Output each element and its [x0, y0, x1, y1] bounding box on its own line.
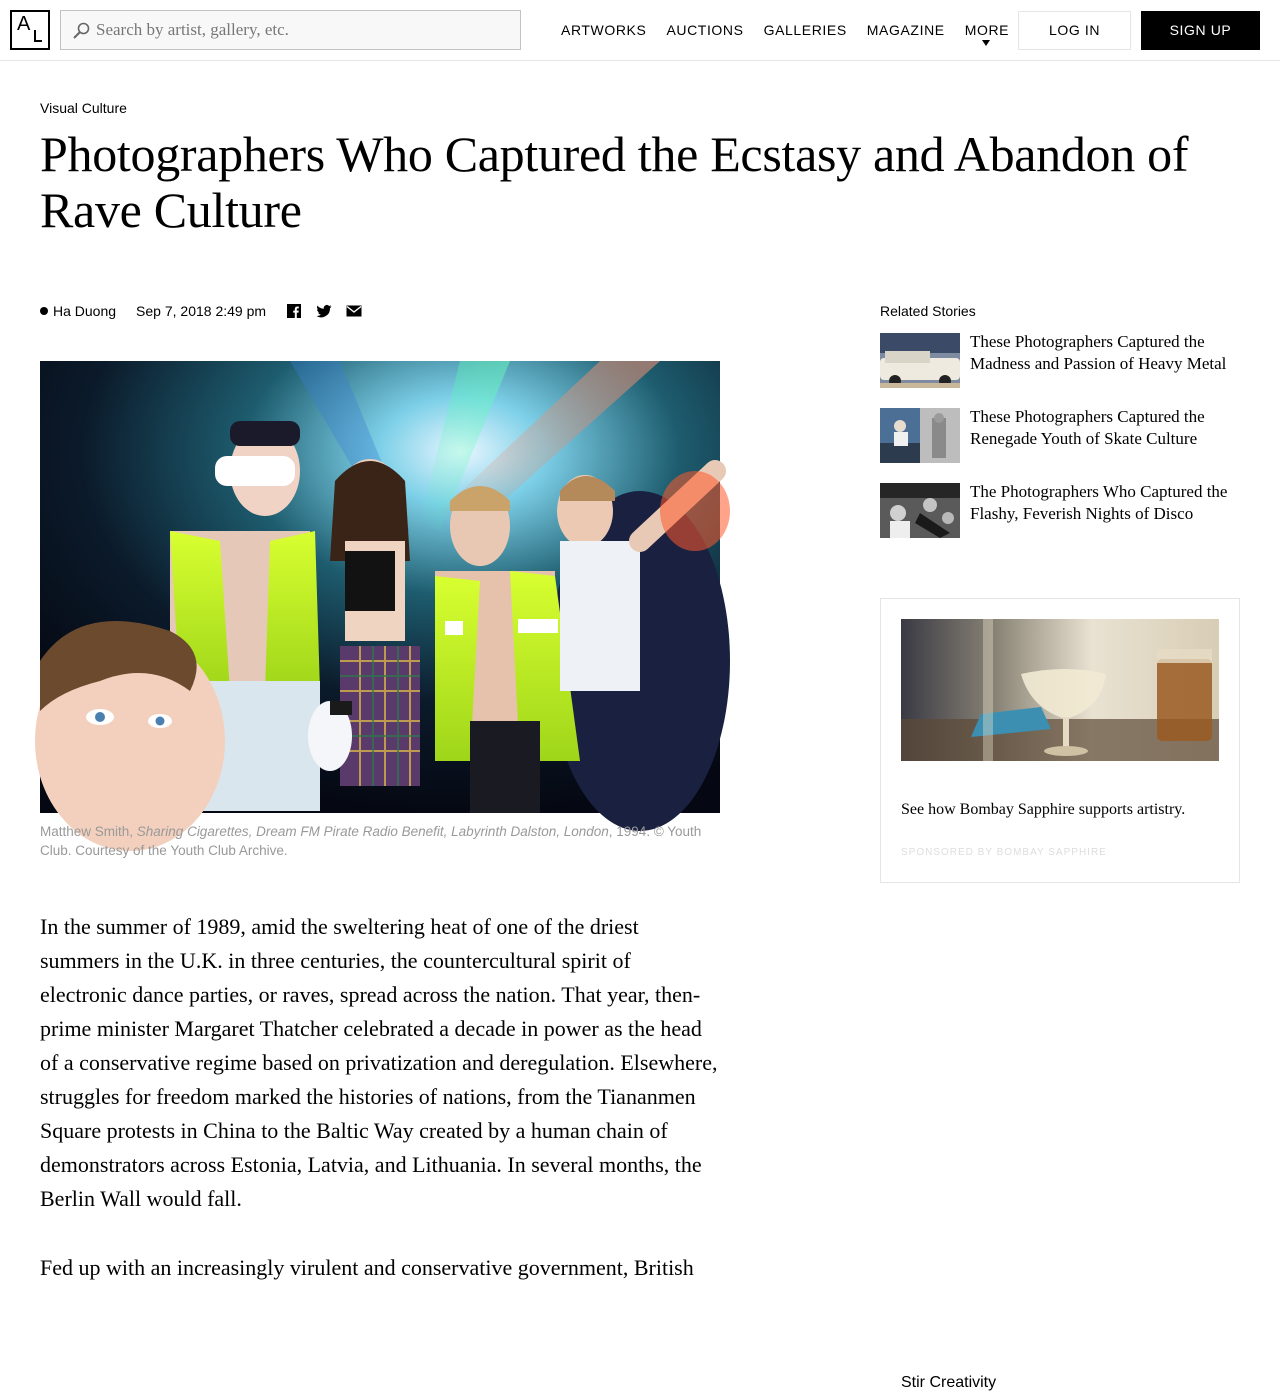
- signup-button[interactable]: SIGN UP: [1141, 11, 1260, 50]
- related-story-title: These Photographers Captured the Renegade Youth of Skate Culture: [970, 407, 1205, 448]
- ad-title: Stir Creativity: [901, 1374, 997, 1391]
- article-paragraph: Fed up with an increasingly virulent and conservative government, British: [40, 1255, 694, 1280]
- login-button[interactable]: LOG IN: [1018, 11, 1131, 50]
- related-story-title: The Photographers Who Captured the Flashy, Feverish Nights of Disco: [970, 482, 1228, 523]
- byline: [40, 300, 362, 322]
- search-icon: [71, 21, 91, 41]
- main-nav: [561, 0, 1029, 60]
- nav-artworks[interactable]: ARTWORKS: [561, 22, 647, 38]
- related-stories-heading: Related Stories: [880, 303, 976, 319]
- twitter-icon[interactable]: [316, 303, 332, 319]
- hero-photo: [40, 361, 720, 813]
- nav-auctions[interactable]: AUCTIONS: [666, 22, 744, 38]
- related-story-thumbnail: [880, 483, 960, 538]
- caption-artist: Matthew Smith,: [40, 824, 137, 839]
- search-box: [60, 10, 521, 50]
- logo-letter: A: [17, 13, 31, 35]
- author-dot: [40, 307, 48, 315]
- top-navigation-bar: [0, 0, 1280, 61]
- publish-date: Sep 7, 2018 2:49 pm: [136, 303, 267, 319]
- nav-galleries[interactable]: GALLERIES: [763, 22, 847, 38]
- related-stories-list: [880, 333, 1240, 558]
- logo-mark: [34, 30, 42, 42]
- related-story-thumbnail: [880, 333, 960, 388]
- related-story[interactable]: [880, 333, 1240, 388]
- search-input[interactable]: [96, 11, 516, 49]
- related-story[interactable]: [880, 483, 1240, 538]
- share-icons: [286, 303, 362, 319]
- email-icon[interactable]: [346, 303, 362, 319]
- ad-sponsor-label: SPONSORED BY BOMBAY SAPPHIRE: [901, 847, 1107, 858]
- article-body: [40, 910, 720, 1320]
- article-paragraph: In the summer of 1989, amid the sweltering heat of one of the driest summers in the U.K. in three centuries, the countercultural spirit of electronic dance parties, or raves, spread across the nation. That year, then-prime minister Margaret Thatcher celebrated a decade in power as the head of a conservative regime based on privatization and deregulation. Elsewhere, struggles for freedom marked the histories of nations, from the Tiananmen Square protests in China to the Baltic Way created by a human chain of demonstrators across Estonia, Latvia, and Lithuania. In several months, the Berlin Wall would fall.: [40, 914, 718, 1211]
- ad-description: See how Bombay Sapphire supports artistry.: [901, 801, 1186, 818]
- artsy-logo[interactable]: [10, 10, 50, 50]
- rave-photo-illustration: [40, 361, 720, 813]
- photo-caption: [40, 822, 720, 860]
- caption-credit: , 1994. © Youth Club. Courtesy of the Youth Club Archive.: [40, 824, 702, 858]
- article-title: Photographers Who Captured the Ecstasy and Abandon of Rave Culture: [40, 126, 1189, 238]
- related-story[interactable]: [880, 408, 1240, 463]
- sponsored-ad-card[interactable]: [880, 598, 1240, 1391]
- ad-image: [901, 619, 1219, 761]
- author-name[interactable]: Ha Duong: [53, 303, 117, 319]
- nav-more-label: MORE: [964, 22, 1010, 38]
- nav-more[interactable]: [965, 0, 1009, 60]
- nav-magazine[interactable]: MAGAZINE: [866, 22, 945, 38]
- related-story-title: These Photographers Captured the Madness and Passion of Heavy Metal: [970, 332, 1227, 373]
- related-story-thumbnail: [880, 408, 960, 463]
- caption-work-title: Sharing Cigarettes, Dream FM Pirate Radio Benefit, Labyrinth Dalston, London: [136, 824, 609, 839]
- article-vertical-link[interactable]: Visual Culture: [40, 100, 127, 116]
- caret-down-icon: [982, 40, 990, 46]
- facebook-icon[interactable]: [286, 303, 302, 319]
